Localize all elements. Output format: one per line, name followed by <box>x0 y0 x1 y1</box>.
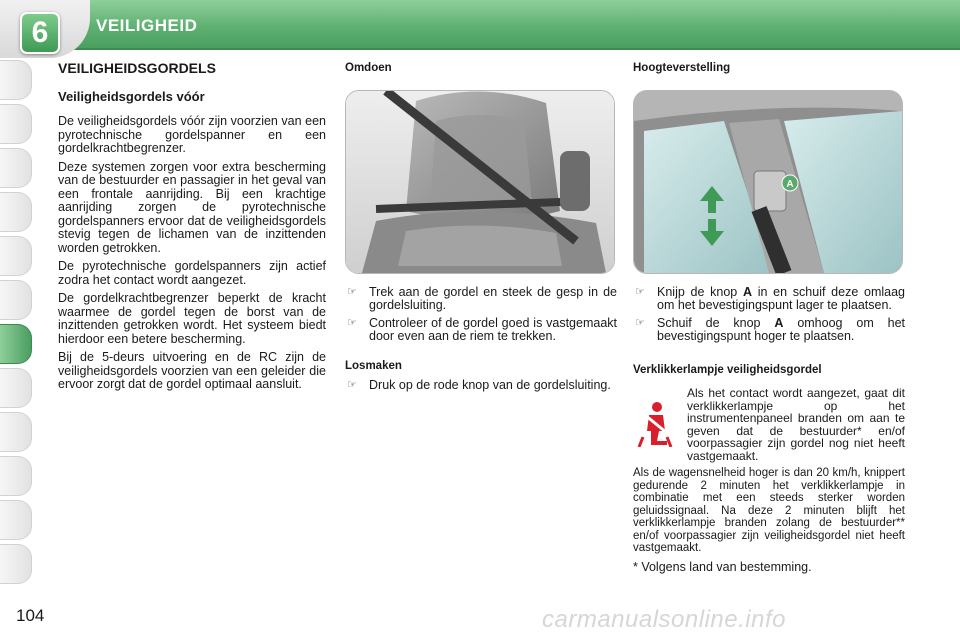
side-tab-active[interactable] <box>0 324 32 364</box>
speed-warning-text: Als de wagensnelheid hoger is dan 20 km/h, knippert gedurende 2 minuten het verklikkerlampje in combinatie met een steeds sterker worden geluidssignaal. Na deze 2 minuten blijft het verklikkerlampje branden zolang de bestuurder** en/of voorpassagier zijn veiligheidsgordel niet heeft vastgemaakt. <box>633 467 905 554</box>
button-label-a: A <box>742 284 752 299</box>
pointing-finger-icon: ☞ <box>635 316 645 329</box>
paragraph: De veiligheidsgordels vóór zijn voorzien van een pyrotechnische gordelspanner en een gordelkrachtbegrenzer. <box>58 114 326 155</box>
side-tab[interactable] <box>0 412 32 452</box>
side-tab[interactable] <box>0 368 32 408</box>
bullet-item <box>345 317 617 344</box>
seatbelt-warning-icon <box>637 401 673 447</box>
bullet-list-release <box>345 379 617 393</box>
footnote: * Volgens land van bestemming. <box>633 559 812 574</box>
warning-lamp-block <box>633 387 905 462</box>
bullet-item <box>633 317 905 344</box>
bullet-text: Knijp de knop <box>657 284 743 299</box>
section-heading-hoogteverstelling: Hoogteverstelling <box>633 62 731 74</box>
bullet-text: in en schuif deze omlaag om het bevestigingspunt lager te plaatsen. <box>657 284 905 312</box>
chapter-number-badge: 6 <box>20 12 60 54</box>
pointing-finger-icon: ☞ <box>635 285 645 298</box>
section-title: VEILIGHEIDSGORDELS <box>58 60 216 76</box>
button-label-a: A <box>774 315 784 330</box>
pointing-finger-icon: ☞ <box>347 379 357 391</box>
seat-belt-photo <box>345 90 615 274</box>
bullet-text: Trek aan de gordel en steek de gesp in de gordelsluiting. <box>369 284 617 312</box>
paragraph: De pyrotechnische gordelspanners zijn actief zodra het contact wordt aangezet. <box>58 259 326 287</box>
pointing-finger-icon: ☞ <box>347 316 357 329</box>
section-heading-losmaken: Losmaken <box>345 359 402 372</box>
pointing-finger-icon: ☞ <box>347 285 357 298</box>
side-tab[interactable] <box>0 456 32 496</box>
side-tab[interactable] <box>0 280 32 320</box>
side-tab[interactable] <box>0 60 32 100</box>
side-tab[interactable] <box>0 544 32 584</box>
side-tab[interactable] <box>0 236 32 276</box>
bullet-list-fasten <box>345 286 617 344</box>
page-number: 104 <box>16 606 45 625</box>
height-adjust-photo <box>633 90 903 274</box>
label-a: A <box>786 178 794 190</box>
side-tab[interactable] <box>0 148 32 188</box>
bullet-item <box>345 286 617 313</box>
bullet-text: Druk op de rode knop van de gordelsluiting. <box>369 378 611 392</box>
bullet-text: omhoog om het bevestigingspunt hoger te plaatsen. <box>657 315 905 343</box>
bullet-item <box>345 379 617 393</box>
right-column <box>633 58 905 574</box>
side-tab[interactable] <box>0 192 32 232</box>
bullet-text: Schuif de knop <box>657 315 775 330</box>
paragraph: Bij de 5-deurs uitvoering en de RC zijn de veiligheidsgordels voorzien van een geleider die ervoor zorgt dat de gordel optimaal aansluit. <box>58 350 326 391</box>
side-tab[interactable] <box>0 104 32 144</box>
chapter-title: VEILIGHEID <box>96 16 198 35</box>
bullet-text: Controleer of de gordel goed is vastgemaakt door even aan de riem te trekken. <box>369 315 617 343</box>
side-tab[interactable] <box>0 500 32 540</box>
subsection-title: Veiligheidsgordels vóór <box>58 88 205 104</box>
section-heading-omdoen: Omdoen <box>345 62 392 74</box>
warning-lamp-text: Als het contact wordt aangezet, gaat dit verklikkerlampje op het instrumentenpaneel branden om aan te geven dat de bestuurder* en/of voorpassagier zijn gordel nog niet heeft vastgemaakt. <box>687 386 905 463</box>
section-heading-warning-lamp: Verklikkerlampje veiligheidsgordel <box>633 363 822 376</box>
paragraph: De gordelkrachtbegrenzer beperkt de kracht waarmee de gordel tegen de borst van de inzittenden getrokken wordt. Het systeem biedt hierdoor een betere bescherming. <box>58 291 326 346</box>
watermark: carmanualsonline.info <box>542 606 786 633</box>
bullet-item <box>633 286 905 313</box>
left-column <box>58 58 326 397</box>
bullet-list-height <box>633 286 905 344</box>
paragraph: Deze systemen zorgen voor extra bescherming van de bestuurder en passagier in het geval van een frontale aanrijding. Bij een krachtige aanrijding zorgen de pyrotechnische gordelspanners ervoor dat de veiligheidsgordels stevig tegen de lichamen van de inzittenden worden getrokken. <box>58 159 326 255</box>
middle-column <box>345 58 617 403</box>
chapter-side-tabs <box>0 60 32 580</box>
